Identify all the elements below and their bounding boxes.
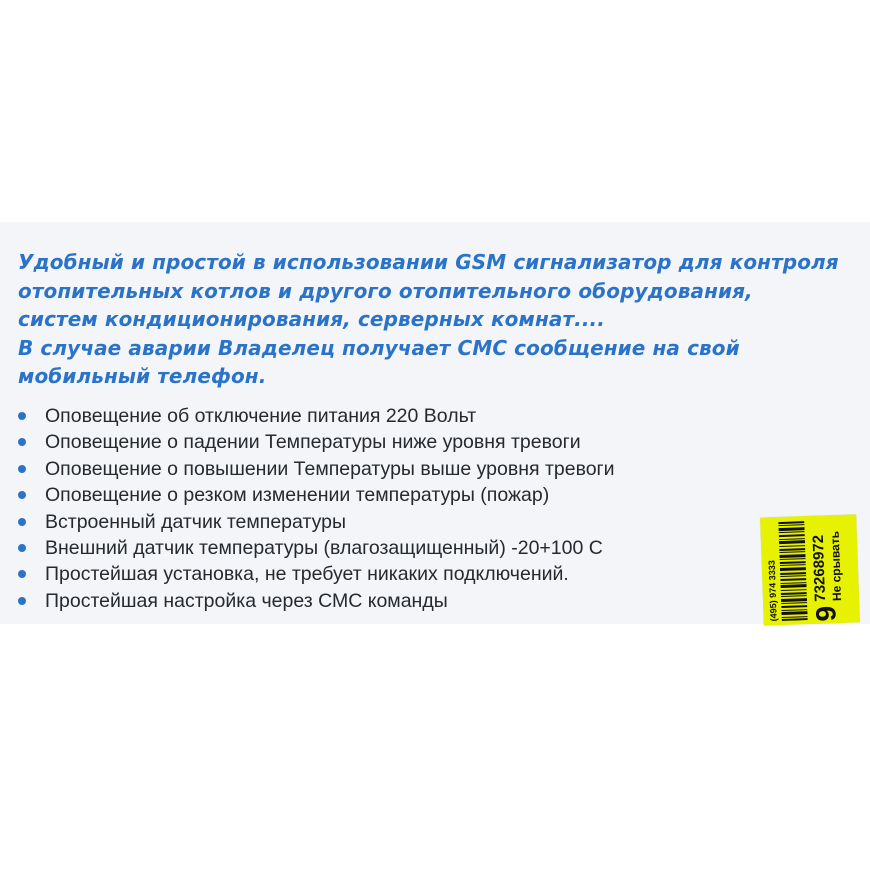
feature-text: Оповещение об отключение питания 220 Вольт <box>45 405 477 427</box>
feature-text: Оповещение о резком изменении температуры (пожар) <box>45 484 550 507</box>
feature-text: Встроенный датчик температуры <box>45 510 346 533</box>
feature-item <box>18 561 615 587</box>
price-sticker <box>760 514 860 625</box>
sticker-note: Не срывать <box>827 530 845 602</box>
bullet-icon <box>18 438 26 446</box>
feature-item <box>18 509 615 535</box>
intro-paragraph <box>18 248 863 391</box>
bullet-icon <box>18 412 26 420</box>
bullet-icon <box>18 597 26 605</box>
bullet-icon <box>18 465 26 473</box>
sticker-content <box>763 516 857 623</box>
bullet-icon <box>18 570 26 578</box>
feature-item <box>18 588 615 614</box>
sticker-phone: (495) 974 3333 <box>766 560 779 622</box>
intro-line: систем кондиционирования, серверных комнат.... <box>18 307 605 331</box>
feature-text: Простейшая настройка через СМС команды <box>45 589 448 612</box>
intro-line: мобильный телефон. <box>18 364 267 388</box>
feature-list <box>18 403 615 614</box>
feature-item <box>18 429 615 455</box>
feature-text: Внешний датчик температуры (влагозащищенный) -20+100 С <box>45 537 603 560</box>
bullet-icon <box>18 518 26 526</box>
sticker-digit: 9 <box>810 605 842 623</box>
feature-text: Оповещение о повышении Температуры выше уровня тревоги <box>45 457 615 480</box>
feature-text: Оповещение о падении Температуры ниже уровня тревоги <box>45 431 581 454</box>
bullet-icon <box>18 544 26 552</box>
barcode-icon <box>778 520 807 621</box>
bullet-icon <box>18 491 26 499</box>
feature-text: Простейшая установка, не требует никаких подключений. <box>45 563 569 586</box>
intro-line: В случае аварии Владелец получает СМС сообщение на свой <box>18 335 740 360</box>
intro-line: Удобный и простой в использовании GSM сигнализатор для контроля <box>18 250 839 274</box>
feature-item <box>18 482 615 508</box>
feature-item <box>18 403 615 429</box>
sticker-code: 73268972 <box>809 534 830 602</box>
feature-item <box>18 456 615 482</box>
feature-item <box>18 535 615 561</box>
intro-line: отопительных котлов и другого отопительного оборудования, <box>18 278 753 303</box>
